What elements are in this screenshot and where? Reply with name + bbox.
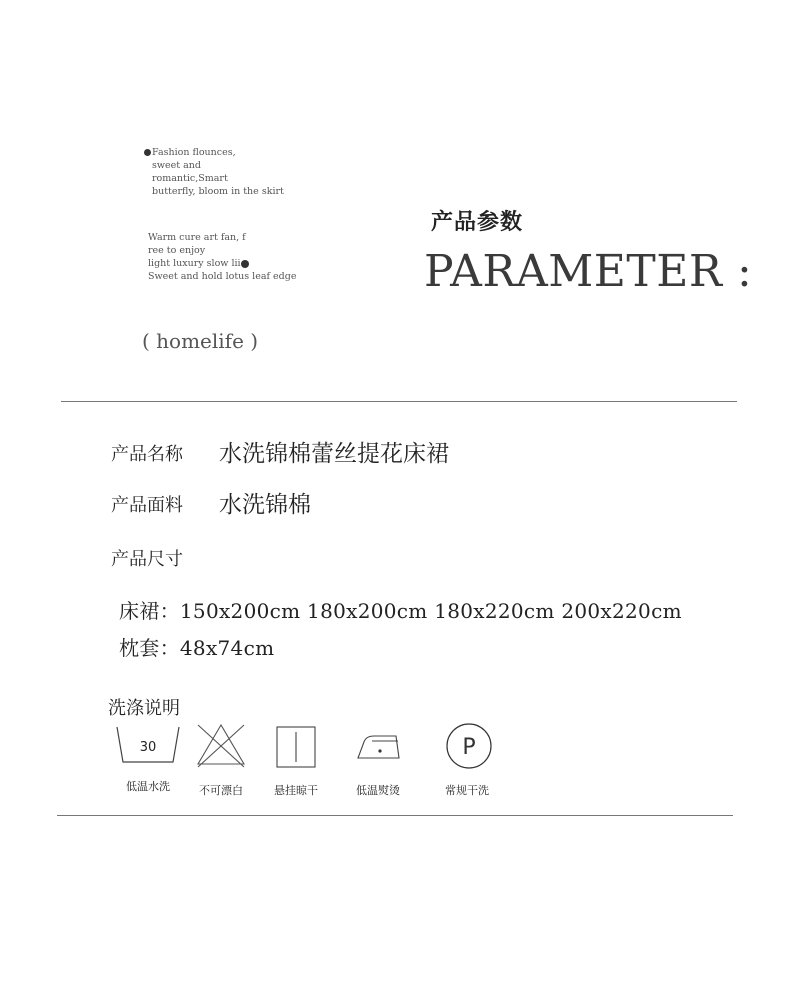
care-item-dry-clean <box>425 722 505 798</box>
bedskirt-size-line: 床裙：150x200cm 180x200cm 180x220cm 200x220cm <box>119 599 682 623</box>
product-fabric-label: 产品面料 <box>111 495 183 516</box>
wash-temp-text: 30 <box>139 740 157 755</box>
divider-top <box>61 401 737 402</box>
product-fabric-value: 水洗锦棉 <box>219 492 311 518</box>
pillowcase-size-line: 枕套：48x74cm <box>119 636 275 660</box>
care-item-wash <box>108 722 188 794</box>
intro-line: Fashion flounces, <box>152 147 236 158</box>
svg-text:P: P <box>462 735 476 760</box>
care-label: 悬挂晾干 <box>274 784 318 797</box>
care-label: 低温熨烫 <box>356 784 400 797</box>
section-title-cn: 产品参数 <box>431 210 524 235</box>
intro-line: light luxury slow lii <box>148 258 241 269</box>
no-bleach-icon <box>181 722 261 776</box>
care-item-low-iron <box>338 722 418 798</box>
bullet-dot-icon <box>241 260 249 268</box>
intro-line: Sweet and hold lotus leaf edge <box>148 271 297 282</box>
care-label: 不可漂白 <box>199 784 243 797</box>
care-label: 低温水洗 <box>126 780 170 793</box>
hang-dry-icon <box>256 722 336 776</box>
care-item-hang-dry <box>256 722 336 798</box>
intro-line: romantic,Smart <box>152 173 228 184</box>
section-title-en: PARAMETER : <box>424 246 753 297</box>
product-name-label: 产品名称 <box>111 444 183 465</box>
care-title: 洗涤说明 <box>108 698 180 719</box>
intro-text-block-1 <box>144 146 284 198</box>
care-label: 常规干洗 <box>445 784 489 797</box>
low-iron-icon <box>338 722 418 776</box>
product-name-value: 水洗锦棉蕾丝提花床裙 <box>219 441 449 467</box>
wash-30-icon <box>108 722 188 772</box>
dry-clean-icon <box>425 722 505 776</box>
intro-text-block-2 <box>148 231 296 283</box>
care-item-no-bleach <box>181 722 261 798</box>
divider-bottom <box>57 815 733 816</box>
bullet-dot-icon <box>144 149 151 156</box>
homelife-tag: ( homelife ) <box>142 329 259 353</box>
intro-line: sweet and <box>152 160 201 171</box>
intro-line: butterfly, bloom in the skirt <box>152 186 284 197</box>
intro-line: Warm cure art fan, f <box>148 232 246 243</box>
product-size-label: 产品尺寸 <box>111 549 183 570</box>
intro-line: ree to enjoy <box>148 245 206 256</box>
